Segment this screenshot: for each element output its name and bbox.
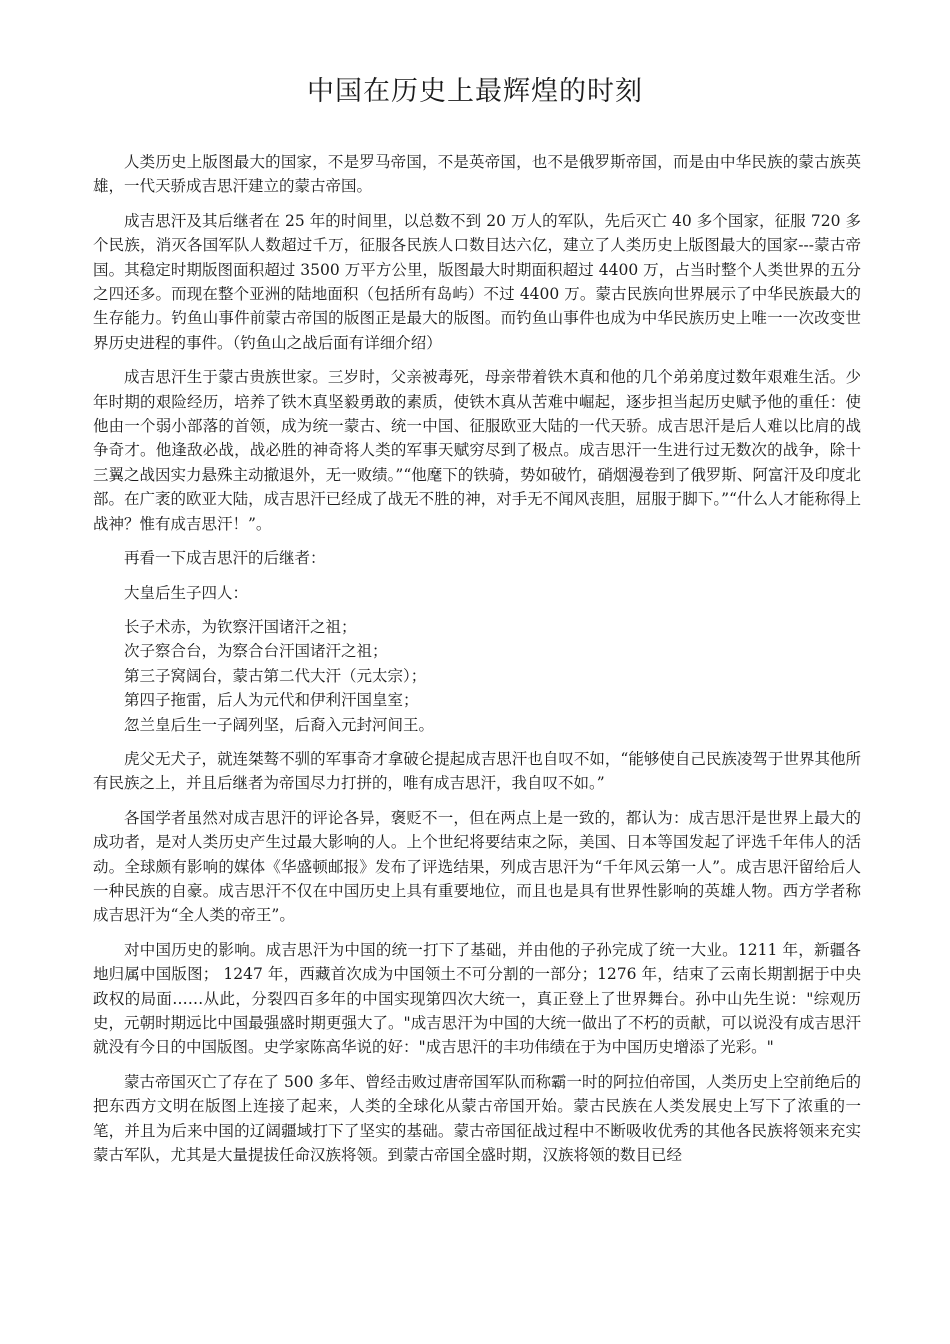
paragraph-genghis-life: 成吉思汗生于蒙古贵族世家。三岁时，父亲被毒死，母亲带着铁木真和他的几个弟弟度过数年艰难生活。少年时期的艰险经历，培养了铁木真坚毅勇敢的素质，使铁木真从苦难中崛起，逐步担当起历史赋予他的重任：使他由一个弱小部落的首领，成为统一蒙古、统一中国、征服欧亚大陆的一代天骄。成吉思汗是后人难以比肩的战争奇才。他逢敌必战，战必胜的神奇将人类的军事天赋穷尽到了极点。成吉思汗一生进行过无数次的战争，除十三翼之战因实力悬殊主动撤退外，无一败绩。”“他麾下的铁骑，势如破竹，硝烟漫卷到了俄罗斯、阿富汗及印度北部。在广袤的欧亚大陆，成吉思汗已经成了战无不胜的神，对手无不闻风丧胆，屈服于脚下。”“什么人才能称得上战神？惟有成吉思汗！”。 (93, 368, 861, 533)
list-item: 长子术赤，为钦察汗国诸汗之祖； (124, 617, 357, 636)
paragraph-scholars-view: 各国学者虽然对成吉思汗的评论各异，褒贬不一，但在两点上是一致的，都认为：成吉思汗是世界上最大的成功者，是对人类历史产生过最大影响的人。上个世纪将要结束之际，美国、日本等国发起了评选千年伟人的活动。全球颇有影响的媒体《华盛顿邮报》发布了评选结果，列成吉思汗为“千年风云第一人”。成吉思汗留给后人一种民族的自豪。成吉思汗不仅在中国历史上具有重要地位，而且也是具有世界性影响的英雄人物。西方学者称成吉思汗为“全人类的帝王”。 (93, 808, 861, 925)
sons-list (93, 615, 861, 737)
page-title: 中国在历史上最辉煌的时刻 (307, 76, 643, 107)
list-item: 第三子窝阔台，蒙古第二代大汗（元太宗）； (124, 666, 427, 685)
paragraph-empress-sons: 大皇后生子四人： (124, 583, 249, 602)
list-item: 忽兰皇后生一子阔列坚，后裔入元封河间王。 (124, 715, 435, 734)
paragraph-china-impact: 对中国历史的影响。成吉思汗为中国的统一打下了基础，并由他的子孙完成了统一大业。1211 年，新疆各地归属中国版图； 1247 年，西藏首次成为中国领土不可分割的一部分；1276 年，结束了云南长期割据于中央政权的局面……从此，分裂四百多年的中国实现第四次大统一，真正登上了世界舞台。孙中山先生说："综观历史，元朝时期远比中国最强盛时期更强大了。"成吉思汗为中国的大统一做出了不朽的贡献，可以说没有成吉思汗就没有今日的中国版图。史学家陈高华说的好："成吉思汗的丰功伟绩在于为中国历史增添了光彩。" (93, 940, 861, 1057)
paragraph-napoleon-quote: 虎父无犬子，就连桀骜不驯的军事奇才拿破仑提起成吉思汗也自叹不如，“能够使自己民族凌驾于世界其他所有民族之上，并且后继者为帝国尽力打拼的，唯有成吉思汗，我自叹不如。” (93, 749, 861, 793)
paragraph-intro: 人类历史上版图最大的国家，不是罗马帝国，不是英帝国，也不是俄罗斯帝国，而是由中华民族的蒙古族英雄，一代天骄成吉思汗建立的蒙古帝国。 (93, 153, 861, 196)
list-item: 次子察合台，为察合台汗国诸汗之祖； (124, 642, 388, 661)
paragraph-empire-scale: 成吉思汗及其后继者在 25 年的时间里，以总数不到 20 万人的军队，先后灭亡 40 多个国家，征服 720 多个民族，消灭各国军队人数超过千万，征服各民族人口数目达六亿，建立了人类历史上版图最大的国家---蒙古帝国。其稳定时期版图面积超过 3500 万平方公里，版图最大时期面积超过 4400 万，占当时整个人类世界的五分之四还多。而现在整个亚洲的陆地面积（包括所有岛屿）不过 4400 万。蒙古民族向世界展示了中华民族最大的生存能力。钓鱼山事件前蒙古帝国的版图正是最大的版图。而钓鱼山事件也成为中华民族历史上唯一一次改变世界历史进程的事件。（钓鱼山之战后面有详细介绍） (93, 211, 861, 352)
list-item: 第四子拖雷，后人为元代和伊利汗国皇室； (124, 691, 419, 710)
paragraph-arab-empire: 蒙古帝国灭亡了存在了 500 多年、曾经击败过唐帝国军队而称霸一时的阿拉伯帝国，人类历史上空前绝后的把东西方文明在版图上连接了起来，人类的全球化从蒙古帝国开始。蒙古民族在人类发展史上写下了浓重的一笔，并且为后来中国的辽阔疆域打下了坚实的基础。蒙古帝国征战过程中不断吸收优秀的其他各民族将领来充实蒙古军队，尤其是大量提拔任命汉族将领。到蒙古帝国全盛时期，汉族将领的数目已经 (93, 1072, 861, 1165)
document-body (93, 150, 861, 1177)
paragraph-successors-intro: 再看一下成吉思汗的后继者： (124, 549, 326, 568)
